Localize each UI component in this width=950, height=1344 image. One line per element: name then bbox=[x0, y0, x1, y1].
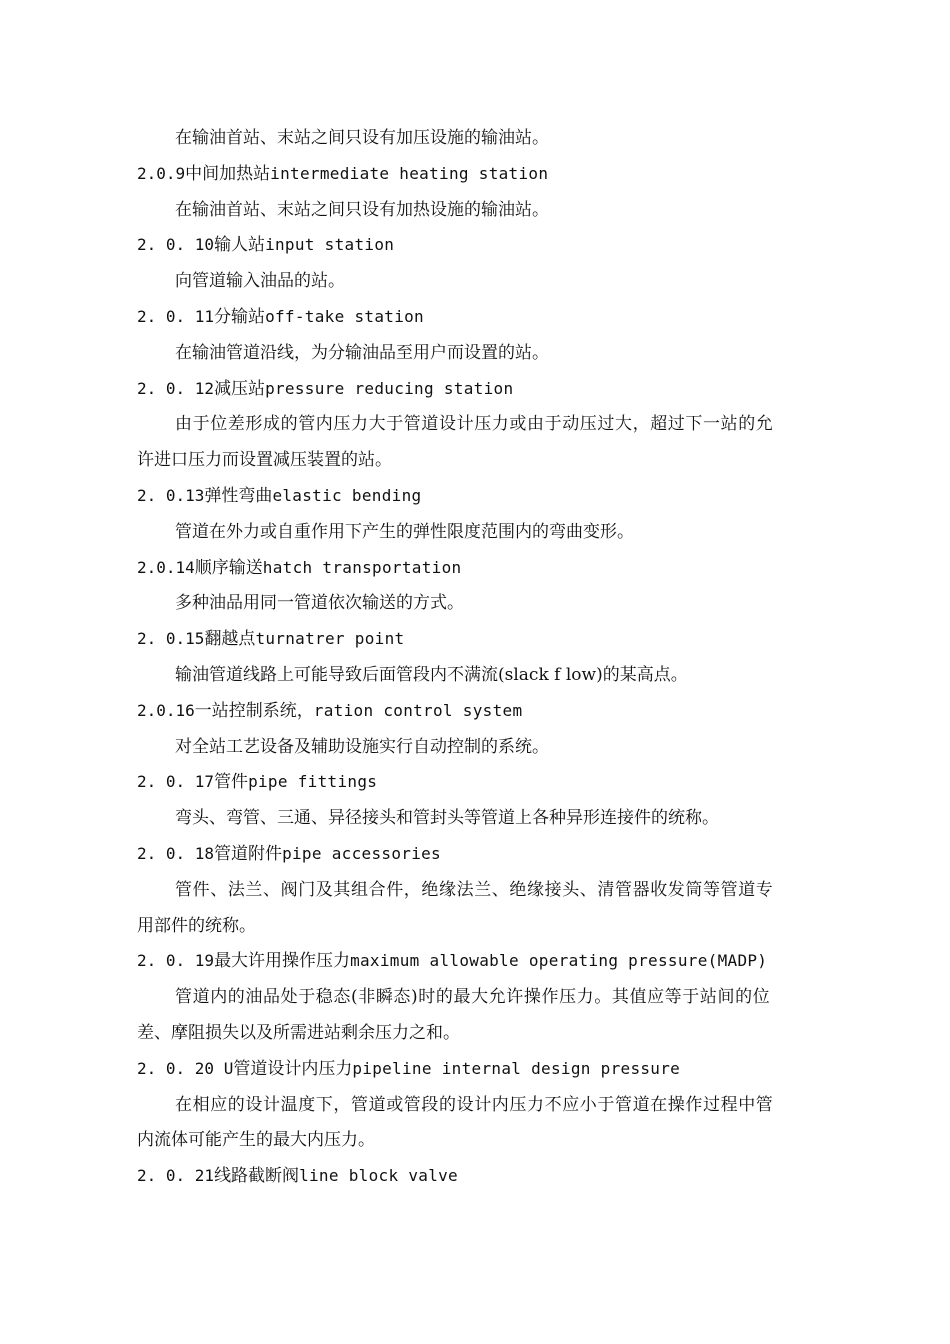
definition-text: 管道内的油品处于稳态(非瞬态)时的最大允许操作压力。其值应等于站间的位 bbox=[175, 987, 771, 1008]
term-heading bbox=[137, 482, 837, 518]
term-english: hatch transportation bbox=[262, 557, 462, 577]
definition-text: 向管道输入油品的站。 bbox=[175, 271, 345, 292]
term-number: 2. 0. 17 bbox=[137, 772, 215, 792]
term-english: elastic bending bbox=[272, 485, 422, 505]
term-heading bbox=[137, 231, 837, 267]
term-number: 2. 0. 19 bbox=[137, 951, 215, 971]
term-heading bbox=[137, 697, 837, 733]
term-english: pipeline internal design pressure bbox=[352, 1058, 681, 1078]
term-english: pressure reducing station bbox=[265, 378, 514, 398]
term-number: 2. 0. 18 bbox=[137, 843, 215, 863]
term-chinese: 翻越点 bbox=[204, 629, 256, 650]
term-chinese: 顺序输送 bbox=[194, 557, 263, 578]
term-heading bbox=[137, 1162, 837, 1198]
term-chinese: 管道附件 bbox=[214, 843, 283, 864]
term-chinese: 线路截断阀 bbox=[214, 1166, 300, 1187]
term-chinese: 一站控制系统， bbox=[194, 700, 314, 721]
term-number: 2.0.14 bbox=[137, 557, 195, 577]
term-heading bbox=[137, 625, 837, 661]
term-number: 2. 0. 10 bbox=[137, 235, 215, 255]
term-english: input station bbox=[265, 235, 395, 255]
definition-text: 对全站工艺设备及辅助设施实行自动控制的系统。 bbox=[175, 736, 549, 757]
term-english: turnatrer point bbox=[255, 629, 405, 649]
term-english: maximum allowable operating pressure(MADP) bbox=[350, 951, 768, 971]
definition-text: 在输油首站、末站之间只设有加热设施的输油站。 bbox=[175, 199, 549, 220]
term-heading bbox=[137, 160, 837, 196]
definition-text-continued: 差、摩阻损失以及所需进站剩余压力之和。 bbox=[137, 1022, 460, 1043]
term-heading bbox=[137, 947, 837, 983]
definition-text: 由于位差形成的管内压力大于管道设计压力或由于动压过大，超过下一站的允 bbox=[175, 414, 774, 435]
term-number: 2.0.9 bbox=[137, 163, 186, 183]
document-body bbox=[137, 124, 837, 1198]
term-number: 2.0.16 bbox=[137, 700, 195, 720]
definition-text: 管件、法兰、阀门及其组合件，绝缘法兰、绝缘接头、清管器收发筒等管道专 bbox=[175, 879, 774, 900]
term-chinese: 分输站 bbox=[214, 306, 266, 327]
definition-text: 在相应的设计温度下，管道或管段的设计内压力不应小于管道在操作过程中管 bbox=[175, 1094, 774, 1115]
definition-text-continued: 内流体可能产生的最大内压力。 bbox=[137, 1130, 375, 1151]
term-chinese: 中间加热站 bbox=[185, 163, 271, 184]
definition-text: 多种油品用同一管道依次输送的方式。 bbox=[175, 593, 464, 614]
term-chinese: 管道设计内压力 bbox=[233, 1058, 353, 1079]
term-english: pipe fittings bbox=[248, 772, 378, 792]
term-chinese: 最大许用操作压力 bbox=[214, 951, 351, 972]
term-number: 2. 0. 12 bbox=[137, 378, 215, 398]
term-english: off-take station bbox=[265, 306, 424, 326]
term-heading bbox=[137, 303, 837, 339]
term-chinese: 减压站 bbox=[214, 378, 266, 399]
term-english: intermediate heating station bbox=[270, 163, 549, 183]
term-number: 2. 0.13 bbox=[137, 485, 205, 505]
term-english: line block valve bbox=[299, 1166, 458, 1186]
term-heading bbox=[137, 554, 837, 590]
term-english: ration control system bbox=[313, 700, 523, 720]
term-number: 2. 0.15 bbox=[137, 629, 205, 649]
term-chinese: 弹性弯曲 bbox=[204, 485, 273, 506]
definition-text: 输油管道线路上可能导致后面管段内不满流(slack f low)的某高点。 bbox=[175, 664, 688, 685]
term-number: 2. 0. 21 bbox=[137, 1166, 215, 1186]
term-heading bbox=[137, 375, 837, 411]
definition-text-continued: 用部件的统称。 bbox=[137, 915, 256, 936]
definition-text: 在输油首站、末站之间只设有加压设施的输油站。 bbox=[175, 128, 549, 148]
term-english: pipe accessories bbox=[282, 843, 441, 863]
term-heading bbox=[137, 768, 837, 804]
definition-text: 弯头、弯管、三通、异径接头和管封头等管道上各种异形连接件的统称。 bbox=[175, 808, 719, 829]
term-chinese: 输人站 bbox=[214, 235, 266, 256]
definition-text: 管道在外力或自重作用下产生的弹性限度范围内的弯曲变形。 bbox=[175, 521, 634, 542]
term-heading bbox=[137, 1055, 837, 1091]
definition-text-continued: 许进口压力而设置减压装置的站。 bbox=[137, 450, 392, 471]
term-chinese: 管件 bbox=[214, 772, 249, 793]
term-number: 2. 0. 11 bbox=[137, 306, 215, 326]
term-heading bbox=[137, 840, 837, 876]
definition-text: 在输油管道沿线，为分输油品至用户而设置的站。 bbox=[175, 342, 549, 363]
term-number: 2. 0. 20 U bbox=[137, 1058, 234, 1078]
